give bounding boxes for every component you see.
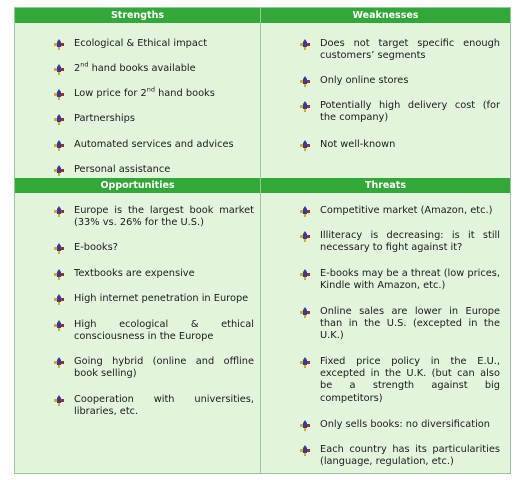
arrow-bullet-icon <box>53 206 65 217</box>
threat-item: Each country has its particularities (language, regulation, etc.) <box>320 444 500 468</box>
strength-item: Low price for 2nd hand books <box>74 88 254 100</box>
threat-item: Competitive market (Amazon, etc.) <box>320 205 500 217</box>
arrow-bullet-icon <box>299 39 311 50</box>
arrow-bullet-icon <box>299 76 311 87</box>
arrow-bullet-icon <box>53 165 65 176</box>
arrow-bullet-icon <box>53 294 65 305</box>
opportunity-item: High internet penetration in Europe <box>74 293 254 305</box>
threat-item: Only sells books: no diversification <box>320 419 500 431</box>
weakness-item: Does not target specific enough customers’ segments <box>320 38 500 62</box>
strength-item: Ecological & Ethical impact <box>74 38 254 50</box>
arrow-bullet-icon <box>53 89 65 100</box>
arrow-bullet-icon <box>53 269 65 280</box>
weaknesses-header: Weaknesses <box>261 8 510 23</box>
strength-item: Personal assistance <box>74 164 254 176</box>
opportunity-item: Europe is the largest book market (33% vs. 26% for the U.S.) <box>74 205 254 229</box>
threat-item: Online sales are lower in Europe than in the U.S. (excepted in the U.K.) <box>320 306 500 343</box>
strengths-header: Strengths <box>15 8 260 23</box>
arrow-bullet-icon <box>299 357 311 368</box>
strength-item: Automated services and advices <box>74 139 254 151</box>
arrow-bullet-icon <box>53 243 65 254</box>
arrow-bullet-icon <box>299 307 311 318</box>
arrow-bullet-icon <box>299 101 311 112</box>
arrow-bullet-icon <box>299 206 311 217</box>
opportunities-header: Opportunities <box>15 178 260 193</box>
arrow-bullet-icon <box>53 140 65 151</box>
arrow-bullet-icon <box>299 445 311 456</box>
arrow-bullet-icon <box>299 420 311 431</box>
column-divider <box>260 8 261 473</box>
weakness-item: Only online stores <box>320 75 500 87</box>
arrow-bullet-icon <box>299 231 311 242</box>
opportunity-item: High ecological & ethical consciousness in the Europe <box>74 319 254 343</box>
weakness-item: Not well-known <box>320 139 500 151</box>
arrow-bullet-icon <box>53 395 65 406</box>
opportunity-item: Textbooks are expensive <box>74 268 254 280</box>
opportunity-item: E-books? <box>74 242 254 254</box>
threat-item: Fixed price policy in the E.U., excepted in the U.K. (but can also be a strength against big competitors) <box>320 356 500 405</box>
threat-item: E-books may be a threat (low prices, Kindle with Amazon, etc.) <box>320 268 500 292</box>
strength-item: 2nd hand books available <box>74 63 254 75</box>
arrow-bullet-icon <box>53 357 65 368</box>
cropped-caption <box>0 0 519 7</box>
arrow-bullet-icon <box>53 39 65 50</box>
arrow-bullet-icon <box>53 64 65 75</box>
arrow-bullet-icon <box>299 140 311 151</box>
arrow-bullet-icon <box>53 320 65 331</box>
strength-item: Partnerships <box>74 113 254 125</box>
swot-table <box>14 7 511 474</box>
arrow-bullet-icon <box>299 269 311 280</box>
threat-item: Illiteracy is decreasing: is it still necessary to fight against it? <box>320 230 500 254</box>
arrow-bullet-icon <box>53 114 65 125</box>
threats-header: Threats <box>261 178 510 193</box>
opportunity-item: Going hybrid (online and offline book selling) <box>74 356 254 380</box>
weakness-item: Potentially high delivery cost (for the company) <box>320 100 500 124</box>
opportunity-item: Cooperation with universities, libraries, etc. <box>74 394 254 418</box>
